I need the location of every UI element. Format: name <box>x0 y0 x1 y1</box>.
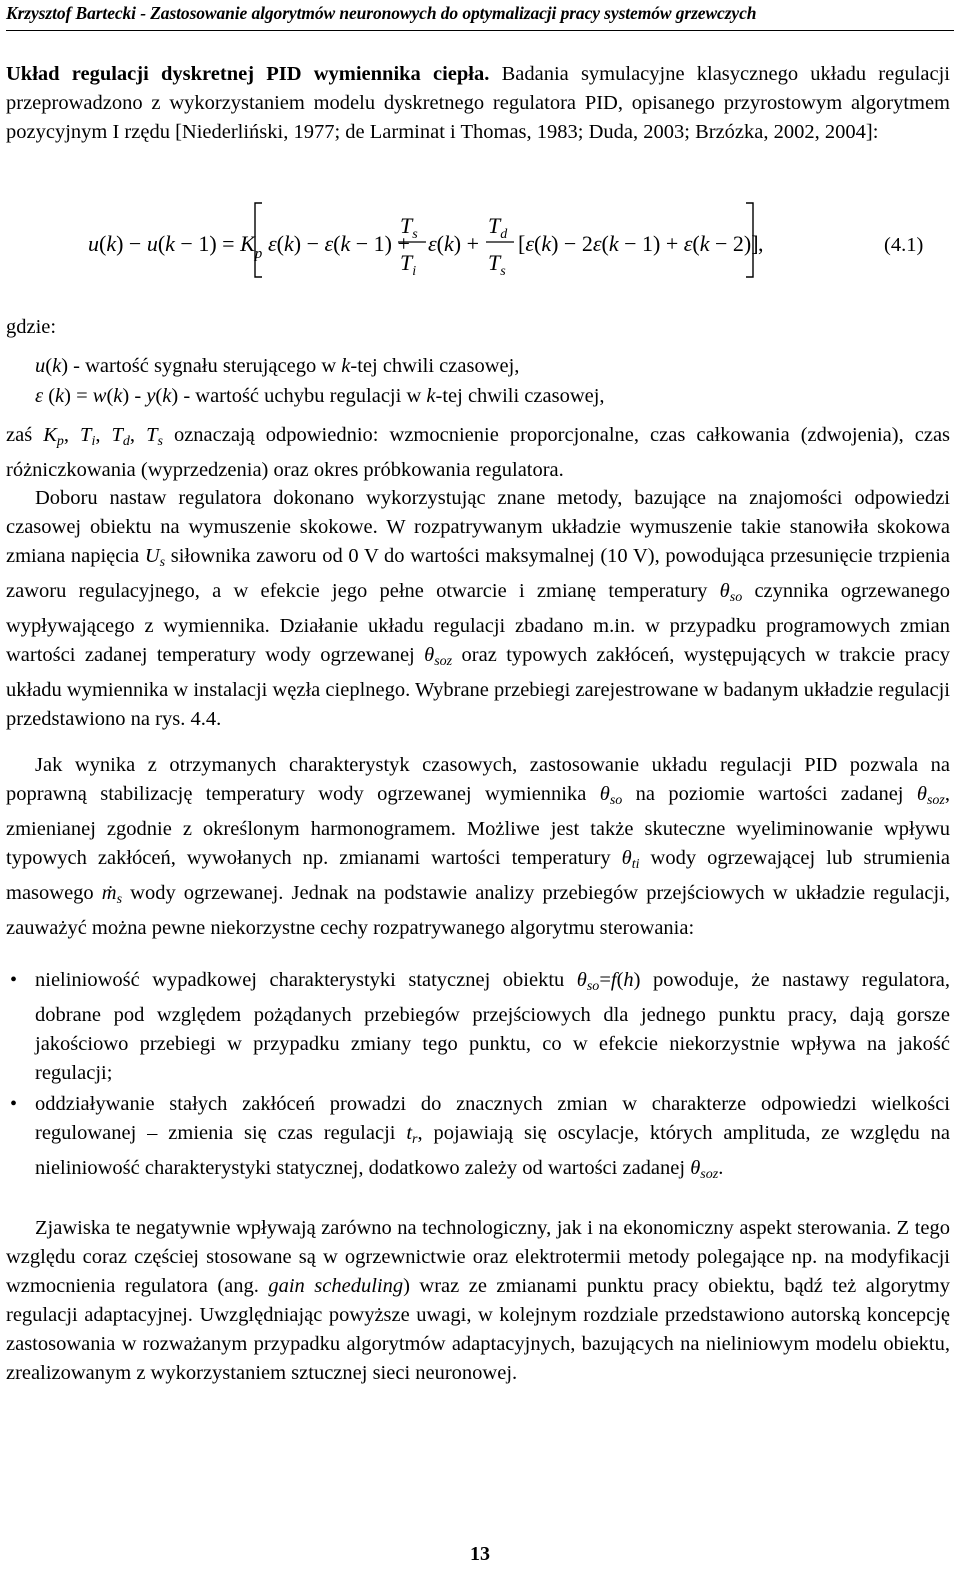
bullet-2-marker: • <box>10 1093 18 1115</box>
svg-text:Ti: $T_i$ <box>400 250 417 279</box>
intro-paragraph <box>6 60 950 147</box>
paragraph-results: Jak wynika z otrzymanych charakterystyk czasowych, zastosowanie układu regulacji PID pozwala na poprawną stabilizację temperatury wody ogrzewanej wymiennika $\theta_{so}$ na poziomie wartości zadanej $\theta_{soz}$, zmienianej zgodnie z określonym harmonogramem. Możliwe jest także skuteczne wyeliminowanie wpływu typowych zakłóceń, wywołanych np. zmianami wartości temperatury $\theta_{ti}$ wody ogrzewającej lub strumienia masowego ṁ$_s$ wody ogrzewanej. Jednak na podstawie analizy przebiegów przejściowych w układzie regulacji, zauważyć można pewne niekorzystne cechy rozpatrywanego algorytmu sterowania: <box>6 754 950 939</box>
svg-text:Ts: $T_s$ <box>488 250 506 279</box>
svg-text:[ε(k) − 2ε(k − 1) + ε(k − 2)]: [ε(k) − 2ε(k − 1) + ε(k − 2)] <box>518 231 759 256</box>
bullet-1-text: nieliniowość wypadkowej charakterystyki statycznej obiektu $\theta_{so}=f(h)$ powoduje, że nastawy regulatora, dobrane pod względem pożądanych przebiegów przejściowych dla jednego punktu pracy, dają gorsze jakościowo przebiegi w przypadku zmiany tego punktu, co w efekcie niekorzystnie wpływa na jakość regulacji; <box>35 969 950 1084</box>
paragraph-parameters: zaś $K_p$, $T_i$, $T_d$, $T_s$ oznaczają odpowiednio: wzmocnienie proporcjonalne, czas całkowania (zdwojenia), czas różniczkowania (wyprzedzenia) oraz okres próbkowania regulatora. <box>6 424 951 481</box>
svg-text:u(k) − u(k − 1) = Kp: $u(k) - u(k - 1) = K_p$ <box>88 231 263 262</box>
definition-epsilon: ε (k) = w(k) - y(k) - wartość uchybu regulacji w k-tej chwili czasowej, <box>35 385 605 407</box>
paragraph-conclusion: Zjawiska te negatywnie wpływają zarówno na technologiczny, jak i na ekonomiczny aspekt sterowania. Z tego względu coraz częściej stosowane są w ogrzewnictwie oraz elektrotermii metody polegające np. na modyfikacji wzmocnienia regulatora (ang. gain scheduling) wraz ze zmianami punktu pracy obiektu, bądź też algorytmy regulacji adaptacyjnej. Uwzględniając powyższe uwagi, w kolejnym rozdziale przedstawiono autorską koncepcję zastosowania w rozważanym przypadku algorytmów adaptacyjnych, bazujących na nieliniowym modelu obiektu, zrealizowanym z wykorzystaniem sztucznej sieci neuronowej. <box>6 1217 951 1384</box>
page-number: 13 <box>470 1543 490 1565</box>
paragraph-tuning: Doboru nastaw regulatora dokonano wykorzystując znane metody, bazujące na znajomości odpowiedzi czasowej obiektu na wymuszenie skokowe. W rozpatrywanym układzie wymuszenie takie stanowiła skokowa zmiana napięcia $U_s$ siłownika zaworu od 0 V do wartości maksymalnej (10 V), powodująca przesunięcie trzpienia zaworu regulacyjnego, a w efekcie jego pełne otwarcie i zmianę temperatury $\theta_{so}$ czynnika ogrzewanego wypływającego z wymiennika. Działanie układu regulacji zbadano m.in. w przypadku programowych zmian wartości zadanej temperatury wody ogrzewanej $\theta_{soz}$ oraz typowych zakłóceń, występujących w trakcie pracy układu wymiennika w instalacji węzła cieplnego. Wybrane przebiegi zarejestrowane w badanym układzie regulacji przedstawiono na rys. 4.4. <box>6 487 950 730</box>
svg-text:Td: $T_d$ <box>488 213 508 242</box>
running-header <box>6 2 954 31</box>
intro-text: Badania symulacyjne klasycznego układu regulacji przeprowadzono z wykorzystaniem modelu dyskretnego regulatora PID, opisanego przyrostowym algorytmem pozycyjnym I rzędu [Niederliński, 1977; de Larminat i Thomas, 1983; Duda, 2003; Brzózka, 2002, 2004]: <box>6 63 950 143</box>
bullet-1-marker: • <box>10 969 18 991</box>
section-heading: Układ regulacji dyskretnej PID wymiennika ciepła. <box>6 63 490 85</box>
pid-equation <box>80 181 950 291</box>
svg-text:,: , <box>758 231 764 256</box>
svg-text:ε(k) +: ε(k) + <box>428 231 479 256</box>
bullet-2-text: oddziaływanie stałych zakłóceń prowadzi do znacznych zmian w charakterze odpowiedzi wielkości regulowanej – zmienia się czas regulacji $t_r$, pojawiają się oscylacje, których amplituda, ze względu na nieliniowość charakterystyki statycznej, dodatkowo zależy od wartości zadanej $\theta_{soz}$. <box>35 1093 950 1182</box>
svg-text:ε(k) − ε(k − 1) +: ε(k) − ε(k − 1) + <box>268 231 410 256</box>
running-title: Krzysztof Bartecki - Zastosowanie algorytmów neuronowych do optymalizacji pracy systemów grzewczych <box>6 3 757 23</box>
svg-text:Ts: $T_s$ <box>400 213 418 242</box>
equation-number: (4.1) <box>884 234 924 256</box>
where-label: gdzie: <box>6 316 57 338</box>
definition-u: u(k) - wartość sygnału sterującego w k-tej chwili czasowej, <box>35 355 520 377</box>
